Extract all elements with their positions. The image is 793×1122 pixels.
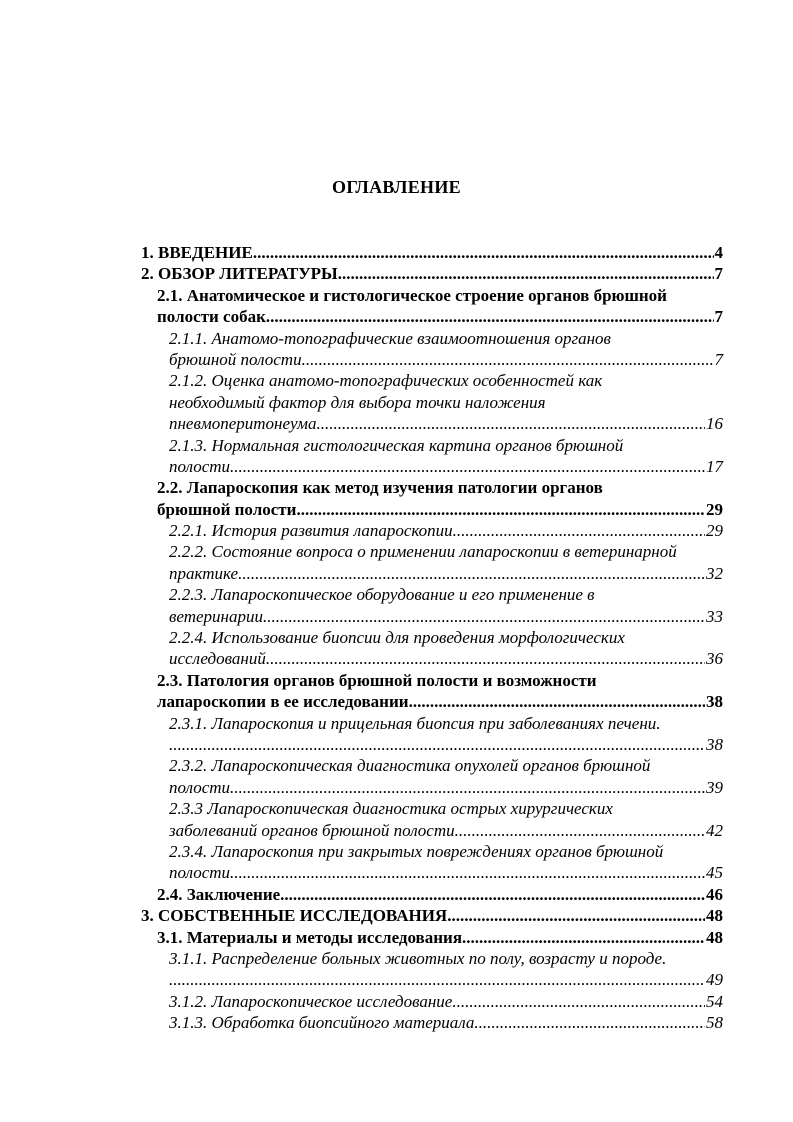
toc-entry-line [141, 777, 723, 798]
toc-entry-text: лапароскопии в ее исследовании. [157, 692, 413, 712]
page-number: 58 [706, 1013, 723, 1033]
page-number: 45 [706, 863, 723, 883]
toc-entry-text: 2.3.4. Лапароскопия при закрытых повреждениях органов брюшной [169, 841, 664, 861]
dot-leader [479, 1012, 705, 1033]
toc-entry-line [141, 820, 723, 841]
toc-entry-line [141, 691, 723, 712]
dot-leader [234, 862, 705, 883]
toc-entry-text: 2.3.1. Лапароскопия и прицельная биопсия при заболеваниях печени. [169, 713, 661, 733]
page-number: 46 [706, 884, 723, 904]
toc-entry-text: 2.2.1. История развития лапароскопии. [169, 521, 457, 541]
toc-entry-line [141, 884, 723, 905]
toc-entry-text: 2.1.3. Нормальная гистологическая картина органов брюшной [169, 435, 624, 455]
toc-entry[interactable] [141, 841, 723, 884]
toc-entry-text: 2.2.2. Состояние вопроса о применении лапароскопии в ветеринарной [169, 542, 677, 562]
dot-leader [234, 456, 705, 477]
toc-entry[interactable] [141, 884, 723, 905]
toc-entry[interactable] [141, 627, 723, 670]
toc-entry-text: полости собак [157, 307, 266, 327]
toc-entry[interactable] [141, 905, 723, 926]
toc-entry-line [141, 734, 723, 755]
toc-entry[interactable] [141, 477, 723, 520]
toc-entry-text: 3.1.1. Распределение больных животных по полу, возрасту и породе. [169, 948, 667, 968]
toc-entry[interactable] [141, 1012, 723, 1033]
toc-entry[interactable] [141, 670, 723, 713]
page-number: 48 [706, 927, 723, 947]
toc-entry-line [141, 263, 723, 284]
page-number: 32 [706, 563, 723, 583]
page-number: 54 [706, 991, 723, 1011]
page-number: 33 [706, 606, 723, 626]
page-number: 38 [706, 692, 723, 712]
toc-entry-text: 3.1.3. Обработка биопсийного материала. [169, 1013, 479, 1033]
toc-entry-line [141, 328, 723, 349]
page-number: 36 [706, 649, 723, 669]
toc-entry-line [141, 541, 723, 562]
toc-entry-text: 2.3.2. Лапароскопическая диагностика опухолей органов брюшной [169, 756, 651, 776]
toc-entry-line [141, 584, 723, 605]
toc-entry[interactable] [141, 991, 723, 1012]
page-number: 38 [706, 734, 723, 754]
toc-entry-text: 1. ВВЕДЕНИЕ [141, 243, 253, 262]
dot-leader [267, 606, 705, 627]
toc-entry-line [141, 285, 723, 306]
toc-entry-text: 2.3.3 Лапароскопическая диагностика острых хирургических [169, 799, 613, 819]
toc-entry-line [141, 520, 723, 541]
page-title: ОГЛАВЛЕНИЕ [332, 177, 461, 197]
toc-entry-text: 2.1. Анатомическое и гистологическое строение органов брюшной [157, 285, 667, 305]
toc-entry-line [141, 349, 723, 370]
toc-entry[interactable] [141, 713, 723, 756]
toc-entry-line [141, 991, 723, 1012]
toc-entry-text: полости. [169, 863, 235, 883]
toc-entry-line [141, 755, 723, 776]
page-number: 29 [706, 499, 723, 519]
toc-entry-text: полости. [169, 456, 235, 476]
toc-entry-line [141, 563, 723, 584]
toc-entry-text: 3.1. Материалы и методы исследования. [157, 927, 467, 947]
page-number: 4 [714, 243, 723, 262]
toc-entry[interactable] [141, 285, 723, 328]
toc-entry[interactable] [141, 948, 723, 991]
toc-entry-line [141, 969, 723, 990]
toc-entry-text: исследований [169, 649, 266, 669]
dot-leader [242, 563, 705, 584]
page-number: 39 [706, 777, 723, 797]
toc-entry-text: 2.3. Патология органов брюшной полости и возможности [157, 670, 597, 690]
table-of-contents [141, 242, 723, 1033]
dot-leader [457, 991, 705, 1012]
dot-leader [296, 499, 705, 520]
toc-entry-text: 2.1.1. Анатомо-топографические взаимоотношения органов [169, 328, 611, 348]
toc-entry-line [141, 948, 723, 969]
toc-entry-line [141, 648, 723, 669]
toc-entry[interactable] [141, 435, 723, 478]
dot-leader [253, 242, 714, 263]
toc-entry-text: брюшной полости. [169, 349, 306, 369]
toc-entry-text: брюшной полости [157, 499, 297, 519]
toc-entry-text: 3.1.2. Лапароскопическое исследование. [169, 991, 457, 1011]
toc-entry-text: полости. [169, 777, 235, 797]
toc-entry-line [141, 435, 723, 456]
page-number: 48 [706, 906, 723, 926]
dot-leader [280, 884, 705, 905]
toc-entry-line [141, 1012, 723, 1033]
toc-entry-line [141, 499, 723, 520]
toc-entry[interactable] [141, 927, 723, 948]
toc-entry-text: 3. СОБСТВЕННЫЕ ИССЛЕДОВАНИЯ [141, 906, 448, 926]
toc-entry-line [141, 413, 723, 434]
toc-entry-text: 2.2. Лапароскопия как метод изучения патологии органов [157, 478, 603, 498]
dot-leader [413, 691, 705, 712]
page-number: 17 [706, 456, 723, 476]
toc-entry-line [141, 392, 723, 413]
toc-entry[interactable] [141, 370, 723, 434]
dot-leader [266, 648, 705, 669]
page-number: 42 [706, 820, 723, 840]
dot-leader [321, 413, 705, 434]
toc-entry-line [141, 798, 723, 819]
toc-entry-line [141, 242, 723, 263]
dot-leader [338, 263, 714, 284]
toc-entry-text: пневмоперитонеума. [169, 414, 321, 434]
toc-entry-line [141, 370, 723, 391]
toc-entry[interactable] [141, 520, 723, 541]
page-number: 16 [706, 414, 723, 434]
dot-leader [169, 734, 705, 755]
toc-entry-text: 2.1.2. Оценка анатомо-топографических особенностей как [169, 371, 603, 391]
toc-entry-line [141, 841, 723, 862]
dot-leader [447, 905, 705, 926]
dot-leader [306, 349, 714, 370]
toc-entry-text: 2.4. Заключение [157, 884, 281, 904]
dot-leader [234, 777, 705, 798]
toc-entry-line [141, 606, 723, 627]
dot-leader [466, 927, 705, 948]
dot-leader [266, 306, 714, 327]
dot-leader [459, 820, 705, 841]
toc-entry-text: заболеваний органов брюшной полости. [169, 820, 459, 840]
toc-entry[interactable] [141, 584, 723, 627]
toc-entry[interactable] [141, 263, 723, 284]
page-number: 7 [714, 307, 723, 327]
dot-leader [457, 520, 705, 541]
toc-entry-text: 2. ОБЗОР ЛИТЕРАТУРЫ [141, 264, 338, 284]
toc-entry-line [141, 862, 723, 883]
page-number: 49 [706, 970, 723, 990]
toc-entry[interactable] [141, 541, 723, 584]
toc-entry-line [141, 477, 723, 498]
toc-entry-line [141, 627, 723, 648]
toc-entry-line [141, 306, 723, 327]
toc-entry-line [141, 927, 723, 948]
toc-entry-line [141, 456, 723, 477]
toc-entry-line [141, 670, 723, 691]
toc-entry-line [141, 905, 723, 926]
toc-entry[interactable] [141, 755, 723, 798]
toc-entry-text: необходимый фактор для выбора точки наложения [169, 392, 546, 412]
toc-entry-text: 2.2.3. Лапароскопическое оборудование и его применение в [169, 585, 595, 605]
toc-entry-text: практике. [169, 563, 243, 583]
toc-entry[interactable] [141, 328, 723, 371]
toc-entry[interactable] [141, 798, 723, 841]
page-number: 29 [706, 521, 723, 541]
toc-entry-text: 2.2.4. Использование биопсии для проведения морфологических [169, 628, 625, 648]
toc-entry-line [141, 713, 723, 734]
page-number: 7 [714, 349, 723, 369]
page-number: 7 [714, 264, 723, 284]
toc-entry[interactable] [141, 242, 723, 263]
dot-leader [169, 969, 705, 990]
toc-entry-text: ветеринарии. [169, 606, 268, 626]
